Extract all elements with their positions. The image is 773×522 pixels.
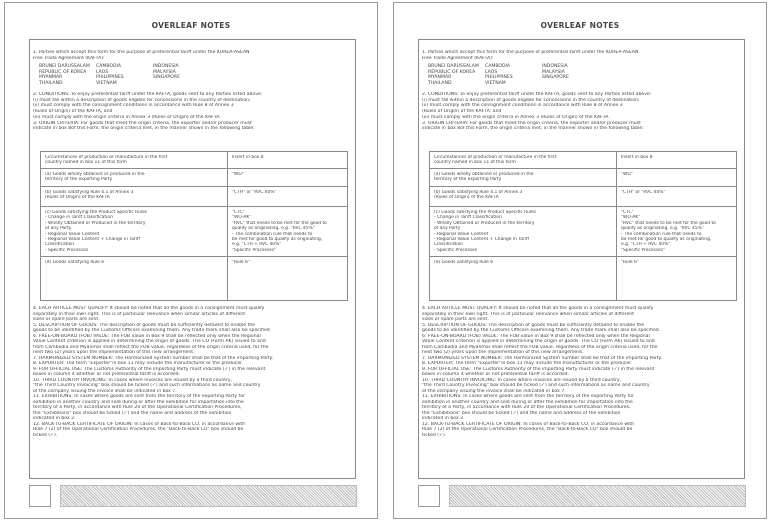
security-pattern-strip [60,485,357,507]
conditions-line: (iii) must comply with the origin criteria in Annex 3 (Rules of Origin) of the KAFTA. [33,114,221,120]
notes-line: ticked (✓). [422,432,447,438]
conditions-line: indicate in box 8of this Form, the origin criteria met, in the manner shown in the following table: [422,126,644,132]
country-name: VIETNAM [96,81,117,87]
document-page-right [393,2,767,519]
cell-line: - Change in Tariff Classification [45,215,113,221]
table-cell-circumstance [45,190,223,201]
cell-line: "WO-AK" [621,215,641,221]
table-row [41,169,347,187]
conditions-line: 2. CONDITIONS: To enjoy preferential tariff under the KAFTA, goods sent to any Parties listed above: [422,92,652,97]
notes-line: 8. EXPORTER: The term "Exporter"in box 11 may include the manufacturer or the producer. [33,361,244,366]
cell-line: "WO" [232,172,244,177]
cell-line: (a) Goods wholly obtained or produced in the [45,172,145,177]
document-page-left [4,2,378,519]
notes-line: of the company issuing the invoice shall be indicated in box 7. [33,388,177,394]
table-cell-circumstance [434,155,612,166]
table-cell-circumstance [45,155,223,166]
cell-line: - Specific Processes [434,247,478,253]
conditions-line: (ii) must comply with the consignment conditions in accordance with Rule 8 of Annex 3 [33,103,234,109]
country-name: LAOS [96,69,109,75]
origin-criteria-table [40,151,348,301]
cell-line: (a) Goods wholly obtained or produced in the [434,172,534,177]
table-cell-insert [621,190,733,195]
conditions-line: indicate in box 8of this Form, the origin criteria met, in the manner shown in the following table: [33,126,255,132]
cell-line: (d) Goods satisfying Rule 6 [434,260,494,265]
notes-line: next two (2) years upon the implementation of this new arrangement. [33,350,195,355]
country-name [542,81,599,87]
cell-line: "CTC" [621,210,634,215]
country-name: THAILAND [39,81,63,87]
cell-line: of any Party [45,226,72,232]
intro-line: 1. Parties which accept this form for the purpose of preferential tariff under the KOREA-ASEAN [33,50,250,55]
cell-line: "Specific Processes" [232,247,277,253]
conditions-line: (iii) must comply with the origin criteria in Annex 3 (Rules of Origin) of the KAFTA. [422,114,610,120]
cell-line: (c) Goods satisfying the Product Specific Rules [45,210,147,215]
table-row [430,187,736,207]
cell-line: Circumstances of production or manufacture in the first [434,155,557,160]
notes-line: boxes in column 4 whether or not preferential tariff is accorded. [422,372,570,377]
table-row [430,152,736,169]
cell-line: (c) Goods satisfying the Product Specific Rules [434,210,536,215]
conditions-line: 3. ORIGIN CRITERIA: For goods that meet the origin criteria, the exporter and/or producer must [422,120,641,126]
country-list [39,64,210,87]
notes-line: from Cambodia and Myanmar shall reflect the FOB value, regardless of the origin criteria used, for the [422,344,658,350]
cell-line: be met for good to qualify as originating, [621,237,712,243]
notes-line: Rule 7 (2) of the Operational Certification Procedures, the "Back-to-Back CO" box should be [33,427,244,432]
notes-line: sizes or spare parts are sent. [33,317,100,322]
origin-criteria-table [429,151,737,301]
country-name: CAMBODIA [485,64,511,69]
cell-line: (Rules of Origin) of the KAFTA [45,195,110,201]
notes-line: separately in their own right. This is of particular relevance when similar articles of different [33,311,246,317]
table-row [41,257,347,302]
table-cell-insert [232,190,344,195]
notes-line: separately in their own right. This is of particular relevance when similar articles of different [422,311,635,317]
intro-line: 1. Parties which accept this form for the purpose of preferential tariff under the KOREA-ASEAN [422,50,639,55]
table-row [430,207,736,257]
cell-line: - Regional Value Content [434,231,489,237]
conditions-line: (i) must fall within a description of goods eligible for concessions in the country of destination; [422,97,640,103]
country-list [428,64,599,87]
notes-line: 4. EACH ARTICLE MUST QUALIFY: It should be noted that all the goods in a consignment must qualify [422,306,654,311]
cell-line: Insert in box 8 [621,155,653,160]
notes-line: ticked (✓). [33,432,58,438]
cell-line: Classification [45,242,75,248]
notes-line: indicated in box 2. [422,416,465,421]
country-row [428,81,599,87]
notes-line: 10. THIRD COUNTRY INVOICING: In cases where invoices are issued by a third country, [33,377,233,383]
country-row [39,81,210,87]
notes-line: boxes in column 4 whether or not preferential tariff is accorded. [33,372,181,377]
cell-line: e.g. "CTH + RVC 40%" [232,242,282,248]
country-name: MALAYSIA [153,69,176,75]
conditions-line: 3. ORIGIN CRITERIA: For goods that meet the origin criteria, the exporter and/or producer must [33,120,252,126]
country-name: LAOS [485,69,498,75]
cell-line: - Wholly Obtained or Produced in the territory [45,220,146,226]
notes-line: 9. FOR OFFICIAL USE: The Customs Authority of the importing Party must indicate (✓) in the relevant [422,366,655,372]
notes-text [33,306,353,438]
notes-line: exhibition in another country and sold during or after the exhibition for importation into the [33,399,244,405]
notes-line: indicated in box 2. [33,416,76,421]
notes-line: 12. BACK-TO-BACK CERTIFICATE OF ORIGIN: In cases of Back-to-Back CO, in accordance with [33,421,246,427]
footer-stamp-box [418,485,440,507]
notes-line: sizes or spare parts are sent. [422,317,489,322]
cell-line: - The combination rule that needs to [621,231,702,237]
cell-line: "WO-AK" [232,215,252,221]
cell-line: "CTC" [232,210,245,215]
cell-line: "WO" [621,172,633,177]
country-name: BRUNEI DARUSSALAM [428,64,479,69]
country-name: VIETNAM [485,81,506,87]
table-row [41,207,347,257]
table-cell-circumstance [434,190,612,201]
country-name: BRUNEI DARUSSALAM [39,64,90,69]
notes-line: 6. FREE-ON-BOARD (FOB) VALUE: The FOB value in Box 9 shall be reflected only when the Regional [422,333,650,339]
cell-line: "RVC" that needs to be met for the good to [621,220,716,226]
table-cell-insert [621,172,733,177]
country-name: SINGAPORE [542,75,569,81]
cell-line: qualify as originating, e.g. "RVC 45%" [232,226,315,232]
table-cell-circumstance [434,172,612,183]
cell-line: "Rule 6" [232,260,250,265]
table-cell-insert [232,260,344,265]
notes-line: "the Third Country Invoicing" box should be ticked (✓) and such informations as name and country [422,383,650,388]
cell-line: territory of the exporting Party [434,177,502,183]
country-name: PHILIPPINES [96,75,124,81]
page-title: OVERLEAF NOTES [540,21,620,30]
notes-line: 11. EXHIBITIONS: In cases where goods are sent from the territory of the exporting Party for [422,394,634,399]
cell-line: (b) Goods satisfying Rule 4.1 of Annex 3 [45,190,134,195]
country-name: REPUBLIC OF KOREA [428,69,476,75]
notes-line: 11. EXHIBITIONS: In cases where goods are sent from the territory of the exporting Party for [33,394,245,399]
notes-line: 5. DESCRIPTION OF GOODS: The description of goods must be sufficiently detailed to enable the [422,322,645,328]
conditions-text [33,92,353,132]
notes-line: the "Exhibitions" box should be ticked (✓) and the name and address of the exhibition [33,410,232,416]
cell-line: "Specific Processes" [621,247,666,253]
country-name: INDONESIA [542,64,568,69]
cell-line: (b) Goods satisfying Rule 4.1 of Annex 3 [434,190,523,195]
cell-line: e.g. "CTH + RVC 40%" [621,242,671,248]
cell-line: - Specific Processes [45,247,89,253]
notes-line: "the Third Country Invoicing" box should be ticked (✓) and such informations as name and country [33,383,261,388]
notes-line: 5. DESCRIPTION OF GOODS: The description of goods must be sufficiently detailed to enable the [33,322,256,328]
notes-line: exhibition in another country and sold during or after the exhibition for importation into the [422,399,633,405]
country-name: MALAYSIA [542,69,565,75]
table-row [41,152,347,169]
table-cell-circumstance [434,260,612,265]
country-name: THAILAND [428,81,452,87]
conditions-line: (ii) must comply with the consignment conditions in accordance with Rule 8 of Annex 3 [422,103,623,109]
country-name: REPUBLIC OF KOREA [39,69,87,75]
cell-line: (d) Goods satisfying Rule 6 [45,260,105,265]
notes-line: 12. BACK-TO-BACK CERTIFICATE OF ORIGIN: In cases of Back-to-Back CO, in accordance with [422,421,635,427]
page-title: OVERLEAF NOTES [151,21,231,30]
intro-text [422,50,742,61]
intro-line: Free Trade Agreement (KAFTA): [33,55,105,61]
notes-line: territory of a Party, in accordance with Rule 20 of the Operational Certification Procedures, [33,405,242,410]
notes-line: 10. THIRD COUNTRY INVOICING: In cases where invoices are issued by a third country, [422,377,622,383]
table-row [430,169,736,187]
notes-line: from Cambodia and Myanmar shall reflect the FOB value, regardless of the origin criteria used, for the [33,344,269,350]
country-name: CAMBODIA [96,64,122,69]
table-cell-insert [232,172,344,177]
country-name: MYANMAR [428,75,452,81]
cell-line: - Regional Value Content + Change in Tariff [45,237,140,243]
notes-line: Value Content criterion is applied in determining the origin of goods. The CO (Form AK) issued to and [422,339,655,344]
notes-line: 7. HARMONIZED SYSTEM NUMBER: The Harmonized System number shall be that of the importing Party. [33,355,274,361]
notes-line: goods to be identified by the Customs Officers examining them. Any trade mark shall also be specified. [33,328,272,333]
cell-line: qualify as originating, e.g. "RVC 45%" [621,226,704,232]
cell-line: territory of the exporting Party [45,177,113,183]
cell-line: country named in box 11 of this form [434,160,516,166]
notes-line: 7. HARMONIZED SYSTEM NUMBER: The Harmonized System number shall be that of the importing Party. [422,355,663,361]
country-name [153,81,210,87]
notes-text [422,306,742,438]
notes-line: 6. FREE-ON-BOARD (FOB) VALUE: The FOB value in Box 9 shall be reflected only when the Regional [33,333,261,339]
conditions-line: (Rules of Origin) of the KAFTA; and [422,109,502,115]
conditions-line: (i) must fall within a description of goods eligible for concessions in the country of destination; [33,97,251,103]
notes-line: 9. FOR OFFICIAL USE: The Customs Authority of the importing Party must indicate (✓) in the relevant [33,366,266,372]
notes-line: goods to be identified by the Customs Officers examining them. Any trade mark shall also be specified. [422,328,661,333]
notes-line: next two (2) years upon the implementation of this new arrangement. [422,350,584,355]
cell-line: (Rules of Origin) of the KAFTA [434,195,499,201]
table-cell-insert [621,210,733,253]
cell-line: - Change in Tariff Classification [434,215,502,221]
intro-line: Free Trade Agreement (KAFTA): [422,55,494,61]
table-cell-insert [232,210,344,253]
notes-line: Value Content criterion is applied in determining the origin of goods. The CO (Form AK) issued to and [33,339,266,344]
cell-line: - Regional Value Content + Change in Tariff [434,237,529,243]
cell-line: "CTH" or "RVC 40%" [232,190,277,195]
cell-line: - Regional Value Content [45,231,100,237]
cell-line: - The combination rule that needs to [232,231,313,237]
table-cell-circumstance [45,260,223,265]
conditions-line: 2. CONDITIONS: To enjoy preferential tariff under the KAFTA, goods sent to any Parties listed above: [33,92,263,97]
footer-stamp-box [29,485,51,507]
table-row [430,257,736,302]
cell-line: - Wholly Obtained or Produced in the territory [434,220,535,226]
cell-line: be met for good to qualify as originating, [232,237,323,243]
table-row [41,187,347,207]
notes-line: 8. EXPORTER: The term "Exporter"in box 11 may include the manufacturer or the producer. [422,361,633,366]
notes-line: of the company issuing the invoice shall be indicated in box 7. [422,388,566,394]
cell-line: "Rule 6" [621,260,639,265]
table-cell-insert [232,155,344,160]
table-cell-circumstance [45,172,223,183]
cell-line: of any Party [434,226,461,232]
notes-line: territory of a Party, in accordance with Rule 20 of the Operational Certification Procedures, [422,405,631,410]
notes-line: Rule 7 (2) of the Operational Certification Procedures, the "Back-to-Back CO" box should be [422,427,633,432]
notes-line: the "Exhibitions" box should be ticked (✓) and the name and address of the exhibition [422,410,621,416]
conditions-line: (Rules of Origin) of the KAFTA; and [33,109,113,115]
country-name: PHILIPPINES [485,75,513,81]
country-name: INDONESIA [153,64,179,69]
cell-line: "RVC" that needs to be met for the good to [232,220,327,226]
conditions-text [422,92,742,132]
cell-line: "CTH" or "RVC 40%" [621,190,666,195]
cell-line: Classification [434,242,464,248]
country-name: MYANMAR [39,75,63,81]
intro-text [33,50,353,61]
cell-line: Circumstances of production or manufacture in the first [45,155,168,160]
cell-line: country named in box 11 of this form [45,160,127,166]
table-cell-circumstance [45,210,223,253]
table-cell-insert [621,155,733,160]
notes-line: 4. EACH ARTICLE MUST QUALIFY: It should be noted that all the goods in a consignment must qualify [33,306,265,311]
table-cell-insert [621,260,733,265]
cell-line: Insert in box 8 [232,155,264,160]
security-pattern-strip [449,485,746,507]
country-name: SINGAPORE [153,75,180,81]
table-cell-circumstance [434,210,612,253]
